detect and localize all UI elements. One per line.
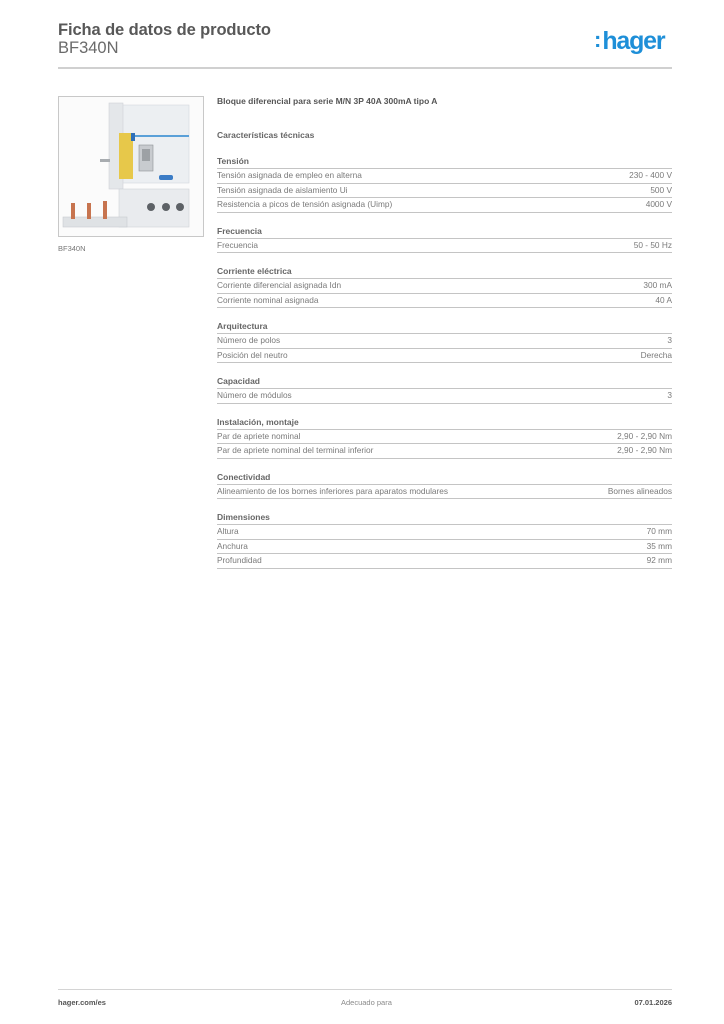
spec-row [217,279,672,294]
product-image [58,96,204,237]
section-title: Instalación, montaje [217,416,672,430]
spec-value: 4000 V [645,199,672,209]
spec-label: Par de apriete nominal del terminal inferior [217,445,374,455]
spec-label: Número de módulos [217,390,292,400]
spec-value: 70 mm [646,526,672,536]
footer-divider [58,989,672,990]
spec-value: Derecha [640,349,672,360]
logo-colon: : [594,27,602,52]
spec-row [217,389,672,404]
footer-website-link[interactable]: hager.com/es [58,998,106,1007]
section-title: Corriente eléctrica [217,265,672,279]
spec-section-arquitectura [217,320,672,363]
spec-row [217,169,672,184]
section-title: Tensión [217,155,672,169]
spec-section-conectividad [217,471,672,500]
spec-value: 500 V [650,184,672,195]
spec-label: Profundidad [217,555,262,565]
spec-row [217,444,672,459]
spec-label: Par de apriete nominal [217,430,301,441]
spec-label: Posición del neutro [217,349,288,360]
spec-value: 3 [667,335,672,345]
section-title: Frecuencia [217,225,672,239]
spec-row [217,485,672,500]
spec-row [217,239,672,254]
spec-row [217,184,672,199]
header-title: Ficha de datos de producto [58,21,271,39]
spec-value: 2,90 - 2,90 Nm [617,430,672,441]
specs-title: Características técnicas [217,130,315,140]
spec-value: 2,90 - 2,90 Nm [617,445,672,455]
spec-label: Altura [217,526,239,536]
header-product-code: BF340N [58,39,119,57]
spec-row [217,540,672,555]
spec-label: Alineamiento de los bornes inferiores para aparatos modulares [217,485,449,496]
spec-row [217,294,672,309]
footer-date: 07.01.2026 [634,998,672,1007]
section-title: Conectividad [217,471,672,485]
hager-logo [594,27,664,56]
spec-value: 50 - 50 Hz [633,239,672,250]
product-photo-icon [59,97,203,236]
spec-value: 35 mm [646,540,672,551]
spec-label: Tensión asignada de empleo en alterna [217,170,362,180]
product-image-caption: BF340N [58,244,86,253]
spec-section-corriente [217,265,672,308]
spec-value: 300 mA [643,280,672,290]
specs-column [217,95,672,569]
spec-label: Tensión asignada de aislamiento Ui [217,184,348,195]
spec-label: Número de polos [217,335,281,345]
spec-label: Corriente diferencial asignada Idn [217,280,342,290]
spec-value: 40 A [655,294,672,305]
spec-value: 92 mm [646,555,672,565]
footer-center-text: Adecuado para [341,998,392,1007]
header-divider [58,67,672,69]
spec-row [217,349,672,364]
section-title: Dimensiones [217,511,672,525]
logo-text: hager [602,27,665,55]
spec-value: Bornes alineados [607,485,672,496]
spec-section-dimensiones [217,511,672,569]
spec-section-capacidad [217,375,672,404]
spec-value: 230 - 400 V [629,170,672,180]
spec-label: Frecuencia [217,239,259,250]
spec-value: 3 [667,390,672,400]
spec-row [217,334,672,349]
spec-label: Corriente nominal asignada [217,294,319,305]
spec-label: Anchura [217,540,248,551]
spec-label: Resistencia a picos de tensión asignada (Uimp) [217,199,393,209]
product-name: Bloque diferencial para serie M/N 3P 40A 300mA tipo A [217,96,438,106]
section-title: Arquitectura [217,320,672,334]
spec-row [217,198,672,213]
spec-section-tension [217,155,672,213]
spec-row [217,554,672,569]
spec-section-frecuencia [217,225,672,254]
spec-row [217,430,672,445]
spec-row [217,525,672,540]
section-title: Capacidad [217,375,672,389]
spec-section-instalacion [217,416,672,459]
